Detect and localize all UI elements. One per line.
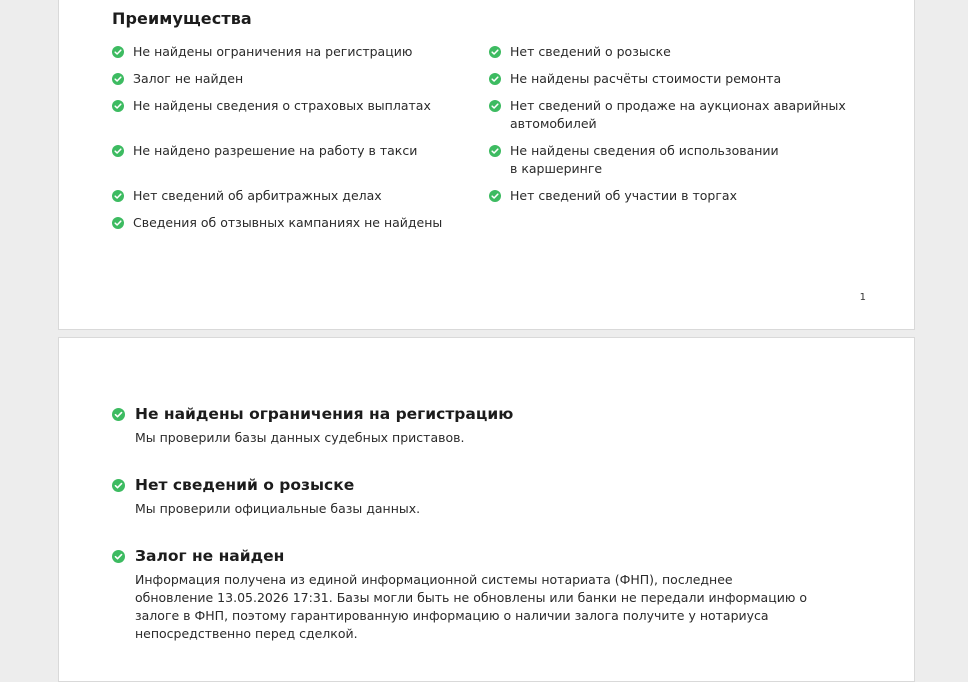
advantage-text: Не найдены ограничения на регистрацию (133, 44, 413, 59)
detail-heading (112, 403, 832, 425)
check-circle-icon (489, 190, 501, 202)
detail-section (112, 474, 832, 518)
check-circle-icon (112, 46, 124, 58)
check-circle-icon (112, 100, 124, 112)
detail-heading (112, 474, 832, 496)
detail-text-line: обновление 13.05.2026 17:31. Базы могли быть не обновлены или банки не передали информацию о (135, 590, 807, 605)
advantage-text (510, 142, 869, 178)
detail-section (112, 403, 832, 447)
page-number: 1 (859, 292, 866, 303)
detail-text-line: Информация получена из единой информационной системы нотариата (ФНП), последнее (135, 572, 733, 587)
report-page-1 (58, 0, 915, 330)
advantage-text: Нет сведений об арбитражных делах (133, 188, 382, 203)
check-circle-icon (489, 100, 501, 112)
detail-text-line: непосредственно перед сделкой. (135, 626, 358, 641)
advantage-text-line: Не найдены сведения об использовании (510, 143, 779, 158)
advantage-item (112, 97, 472, 115)
advantage-text: Нет сведений о розыске (510, 44, 671, 59)
advantage-text-line: в каршеринге (510, 161, 603, 176)
advantage-item (489, 142, 869, 178)
advantage-item (112, 187, 472, 205)
check-circle-icon (112, 550, 125, 563)
check-circle-icon (112, 408, 125, 421)
advantage-text: Не найдены сведения о страховых выплатах (133, 98, 431, 113)
advantage-text (510, 97, 869, 133)
check-circle-icon (112, 145, 124, 157)
advantage-text: Не найдено разрешение на работу в такси (133, 143, 418, 158)
check-circle-icon (489, 73, 501, 85)
advantage-item (489, 97, 869, 133)
detail-heading-text: Залог не найден (135, 547, 285, 565)
check-circle-icon (112, 479, 125, 492)
advantage-item (489, 70, 869, 88)
advantage-text: Сведения об отзывных кампаниях не найдены (133, 215, 443, 230)
detail-heading (112, 545, 832, 567)
check-circle-icon (112, 190, 124, 202)
check-circle-icon (112, 73, 124, 85)
report-page-2 (58, 337, 915, 682)
check-circle-icon (489, 46, 501, 58)
advantage-item (112, 142, 472, 160)
advantage-item (112, 43, 472, 61)
advantage-item (489, 187, 869, 205)
detail-heading-text: Не найдены ограничения на регистрацию (135, 405, 514, 423)
advantage-item (489, 43, 869, 61)
detail-text (135, 571, 832, 643)
detail-text-line: залоге в ФНП, поэтому гарантированную информацию о наличии залога получите у нотариуса (135, 608, 769, 623)
detail-text: Мы проверили базы данных судебных приставов. (135, 430, 465, 445)
advantage-text: Не найдены расчёты стоимости ремонта (510, 71, 782, 86)
advantage-text-line: Нет сведений о продаже на аукционах аварийных (510, 98, 846, 113)
check-circle-icon (112, 217, 124, 229)
advantage-text: Залог не найден (133, 71, 244, 86)
advantage-item (112, 70, 472, 88)
advantages-title: Преимущества (112, 9, 252, 28)
advantages-list-left (112, 43, 472, 241)
check-circle-icon (489, 145, 501, 157)
detail-section (112, 545, 832, 643)
advantages-list-right (489, 43, 869, 214)
detail-heading-text: Нет сведений о розыске (135, 476, 355, 494)
advantage-item (112, 214, 472, 232)
detail-text: Мы проверили официальные базы данных. (135, 501, 421, 516)
advantage-text: Нет сведений об участии в торгах (510, 188, 737, 203)
advantage-text-line: автомобилей (510, 116, 597, 131)
